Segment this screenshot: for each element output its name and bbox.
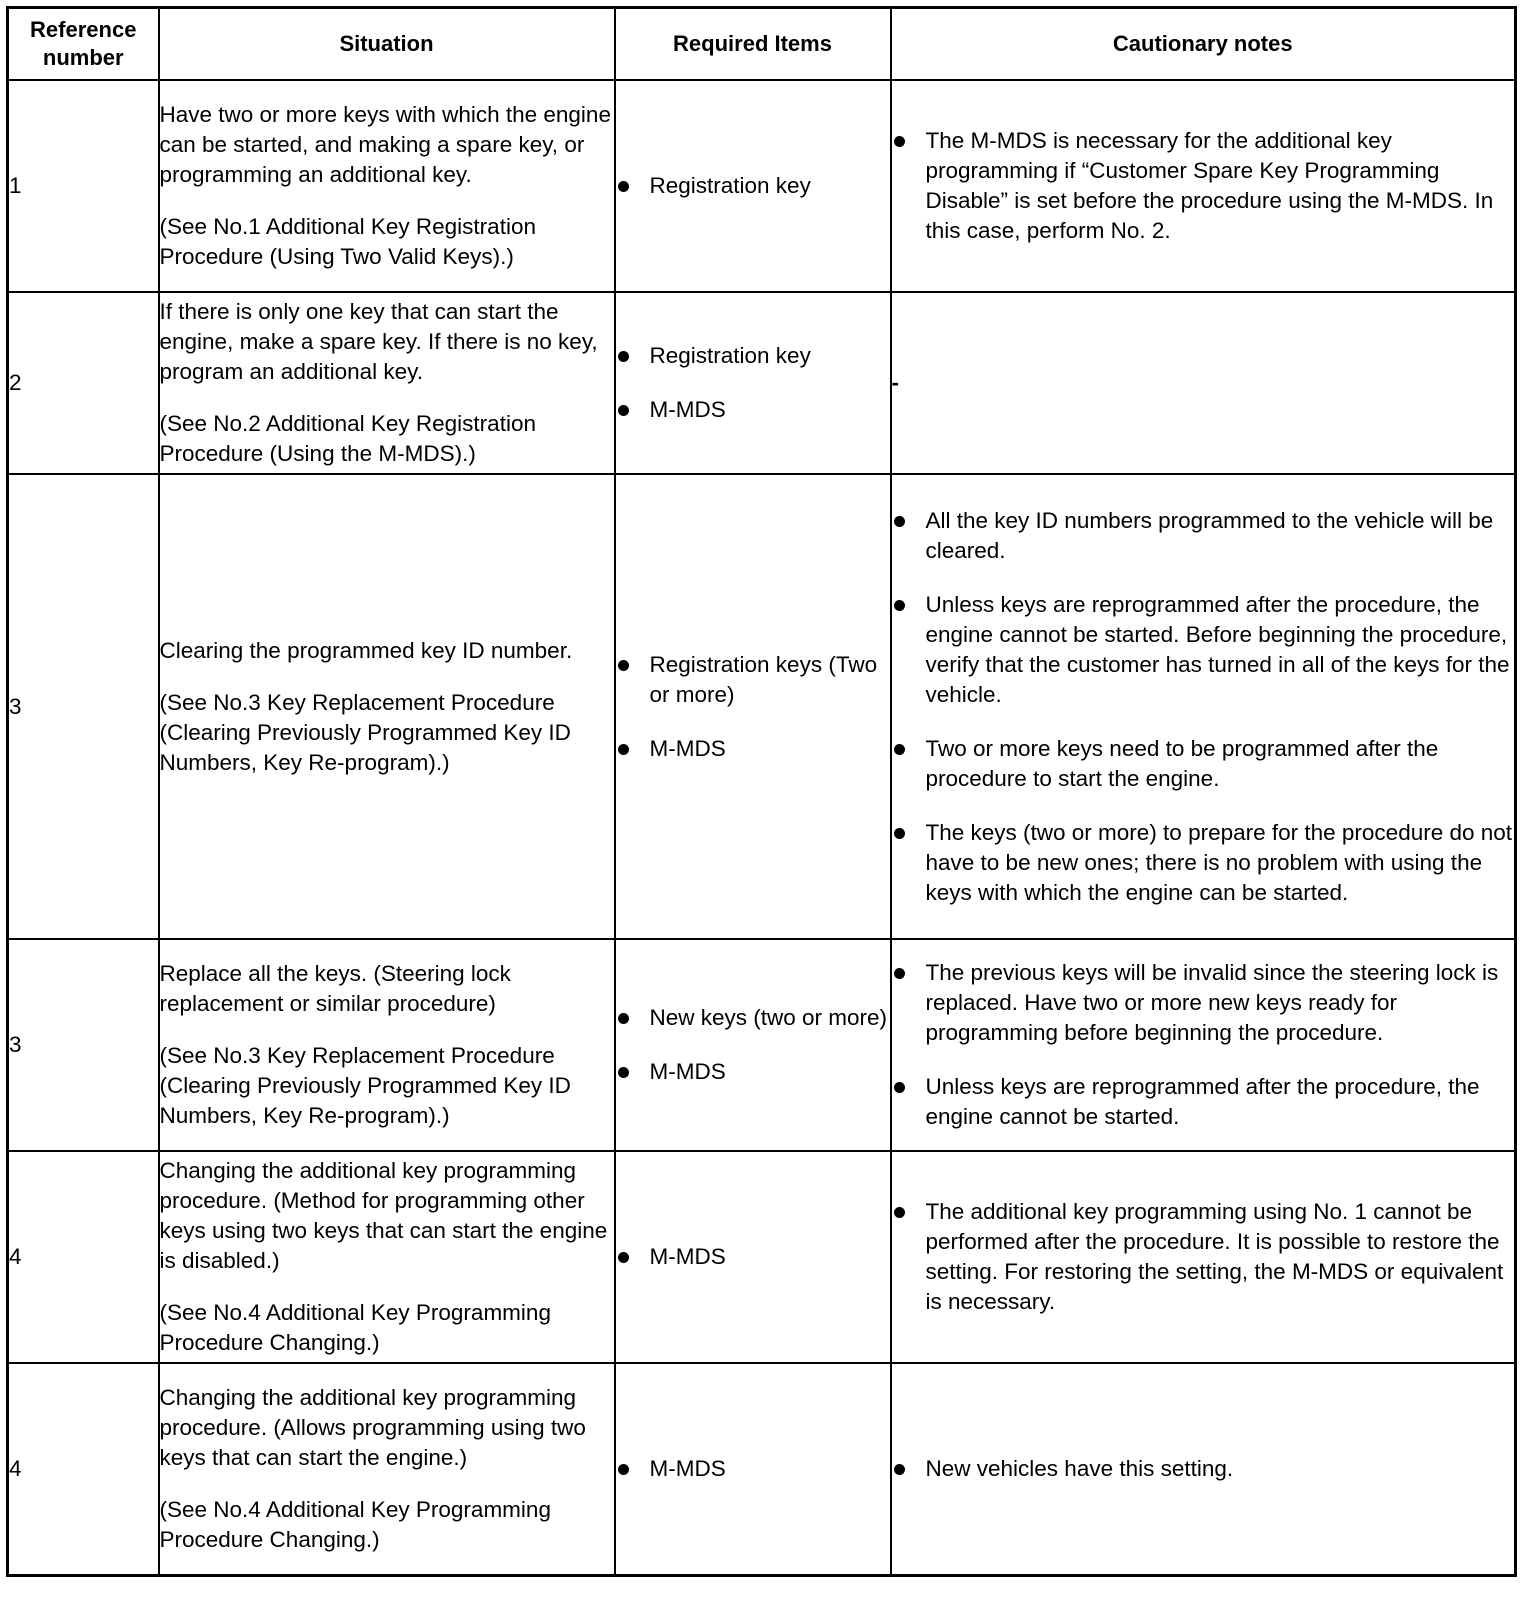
reference-number-cell: 3 (8, 474, 159, 939)
bullet-icon (894, 744, 905, 755)
situation-reference: (See No.3 Key Replacement Procedure (Clearing Previously Programmed Key ID Numbers, Key Re-program).) (159, 689, 571, 775)
bullet-icon (618, 405, 629, 416)
situation-cell (159, 1151, 615, 1363)
table-row (8, 1363, 1516, 1576)
cautionary-notes-cell: - (891, 292, 1516, 474)
cautionary-note: The M-MDS is necessary for the additional key programming if “Customer Spare Key Programming Disable” is set before the procedure using the M-MDS. In this case, perform No. 2. (892, 126, 1515, 246)
situation-cell (159, 292, 615, 474)
required-items-cell (615, 939, 891, 1151)
bullet-icon (618, 1464, 629, 1475)
bullet-icon (894, 600, 905, 611)
required-item: M-MDS (616, 395, 890, 425)
situation-reference: (See No.1 Additional Key Registration Procedure (Using Two Valid Keys).) (159, 214, 536, 269)
situation-text: If there is only one key that can start the engine, make a spare key. If there is no key, program an additional key. (159, 299, 598, 384)
bullet-icon (618, 181, 629, 192)
bullet-icon (618, 351, 629, 362)
cautionary-note: The previous keys will be invalid since the steering lock is replaced. Have two or more new keys ready for programming before beginning the procedure. (892, 958, 1515, 1048)
cautionary-note: Unless keys are reprogrammed after the procedure, the engine cannot be started. (892, 1072, 1515, 1132)
cautionary-notes-cell (891, 80, 1516, 292)
bullet-icon (894, 828, 905, 839)
table-row (8, 474, 1516, 939)
situation-reference: (See No.3 Key Replacement Procedure (Clearing Previously Programmed Key ID Numbers, Key Re-program).) (159, 1043, 571, 1128)
bullet-icon (894, 1464, 905, 1475)
key-programming-table (6, 6, 1517, 1577)
table-row (8, 1151, 1516, 1363)
situation-cell (159, 80, 615, 292)
situation-text: Have two or more keys with which the engine can be started, and making a spare key, or programming an additional key. (159, 102, 611, 187)
situation-text: Clearing the programmed key ID number. (159, 637, 573, 663)
header-reference-number: Reference number (8, 8, 159, 81)
cautionary-notes-cell (891, 939, 1516, 1151)
header-situation: Situation (159, 8, 615, 81)
required-items-cell (615, 80, 891, 292)
reference-number-cell: 2 (8, 292, 159, 474)
required-items-cell (615, 1363, 891, 1576)
situation-text: Changing the additional key programming procedure. (Method for programming other keys using two keys that can start the engine is disabled.) (159, 1158, 608, 1273)
table-row (8, 292, 1516, 474)
bullet-icon (894, 516, 905, 527)
bullet-icon (894, 1082, 905, 1093)
required-item: M-MDS (616, 1454, 890, 1484)
bullet-icon (618, 1252, 629, 1263)
situation-text: Replace all the keys. (Steering lock replacement or similar procedure) (159, 961, 511, 1016)
situation-reference: (See No.4 Additional Key Programming Procedure Changing.) (159, 1300, 551, 1355)
required-item: M-MDS (616, 1242, 890, 1272)
required-item: M-MDS (616, 1057, 890, 1087)
cautionary-notes-cell (891, 1151, 1516, 1363)
required-item: Registration key (616, 341, 890, 371)
situation-reference: (See No.4 Additional Key Programming Procedure Changing.) (159, 1497, 551, 1552)
situation-cell (159, 1363, 615, 1576)
bullet-icon (894, 136, 905, 147)
table-header-row (8, 8, 1516, 81)
header-required-items: Required Items (615, 8, 891, 81)
bullet-icon (618, 1013, 629, 1024)
reference-number-cell: 3 (8, 939, 159, 1151)
situation-reference: (See No.2 Additional Key Registration Procedure (Using the M-MDS).) (159, 411, 536, 466)
required-items-cell (615, 474, 891, 939)
cautionary-note: Two or more keys need to be programmed after the procedure to start the engine. (892, 734, 1515, 794)
bullet-icon (618, 744, 629, 755)
table-row (8, 939, 1516, 1151)
situation-text: Changing the additional key programming procedure. (Allows programming using two keys that can start the engine.) (159, 1385, 586, 1470)
required-items-cell (615, 1151, 891, 1363)
cautionary-note: All the key ID numbers programmed to the vehicle will be cleared. (892, 506, 1515, 566)
required-item: Registration keys (Two or more) (616, 650, 890, 710)
table-row (8, 80, 1516, 292)
situation-cell (159, 474, 615, 939)
bullet-icon (618, 1067, 629, 1078)
situation-cell (159, 939, 615, 1151)
reference-number-cell: 1 (8, 80, 159, 292)
cautionary-note: The additional key programming using No. 1 cannot be performed after the procedure. It is possible to restore the setting. For restoring the setting, the M-MDS or equivalent is necessary. (892, 1197, 1515, 1317)
bullet-icon (894, 968, 905, 979)
cautionary-note: Unless keys are reprogrammed after the procedure, the engine cannot be started. Before beginning the procedure, verify that the customer has turned in all of the keys for the vehicle. (892, 590, 1515, 710)
reference-number-cell: 4 (8, 1151, 159, 1363)
required-item: M-MDS (616, 734, 890, 764)
reference-number-cell: 4 (8, 1363, 159, 1576)
cautionary-notes-cell (891, 1363, 1516, 1576)
cautionary-note: The keys (two or more) to prepare for the procedure do not have to be new ones; there is no problem with using the keys with which the engine can be started. (892, 818, 1515, 908)
bullet-icon (618, 660, 629, 671)
required-items-cell (615, 292, 891, 474)
cautionary-notes-cell (891, 474, 1516, 939)
bullet-icon (894, 1207, 905, 1218)
header-cautionary-notes: Cautionary notes (891, 8, 1516, 81)
cautionary-note: New vehicles have this setting. (892, 1454, 1515, 1484)
required-item: Registration key (616, 171, 890, 201)
required-item: New keys (two or more) (616, 1003, 890, 1033)
